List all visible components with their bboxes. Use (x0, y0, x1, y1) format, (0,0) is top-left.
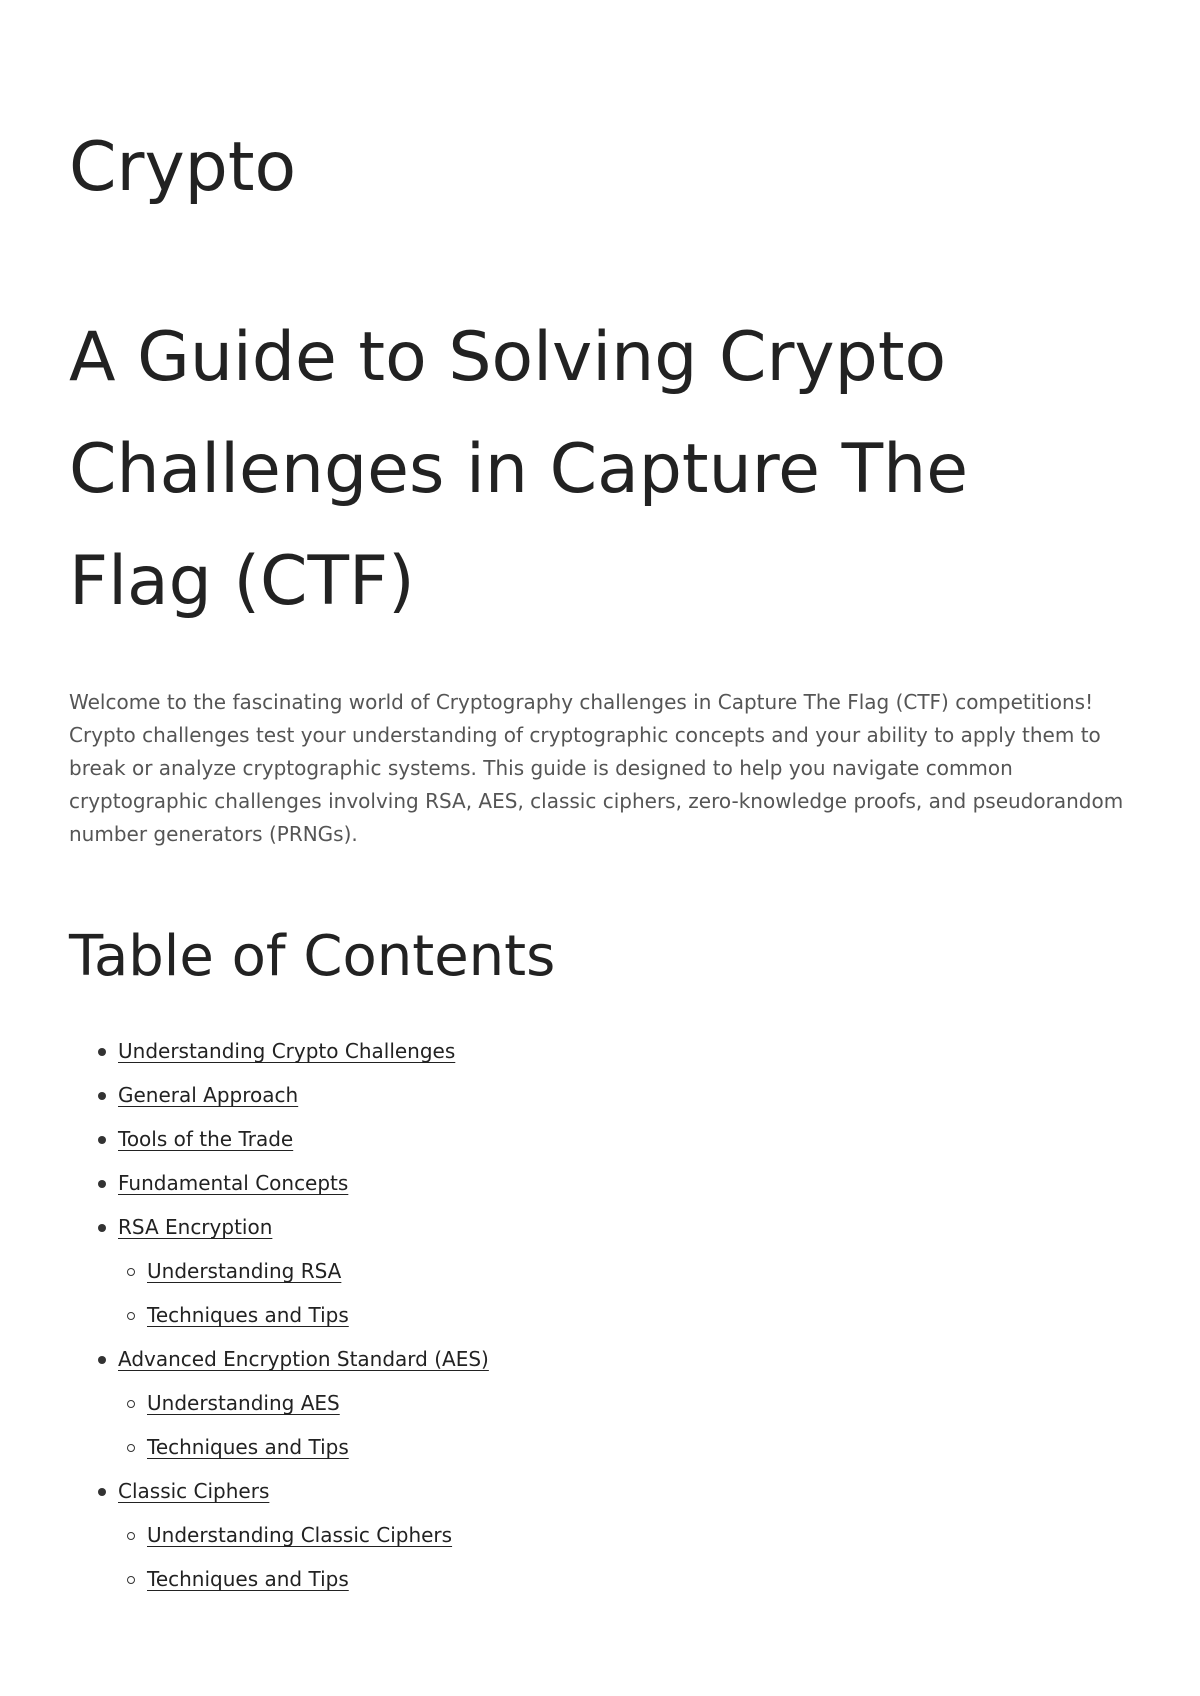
toc-link-classic-ciphers[interactable]: Classic Ciphers (118, 1479, 270, 1503)
toc-subitem (69, 1381, 1131, 1425)
toc-item (69, 1117, 1131, 1161)
toc-link-fundamental-concepts[interactable]: Fundamental Concepts (118, 1171, 349, 1195)
toc-link-understanding-classic-ciphers[interactable]: Understanding Classic Ciphers (147, 1523, 453, 1547)
toc-item (69, 1161, 1131, 1205)
toc-heading: Table of Contents (69, 924, 556, 989)
toc-subitem (69, 1557, 1131, 1601)
toc-link-rsa-techniques-and-tips[interactable]: Techniques and Tips (147, 1303, 349, 1327)
toc-link-rsa-encryption[interactable]: RSA Encryption (118, 1215, 273, 1239)
toc-link-understanding-rsa[interactable]: Understanding RSA (147, 1259, 342, 1283)
toc-link-aes-techniques-and-tips[interactable]: Techniques and Tips (147, 1435, 349, 1459)
toc-item (69, 1469, 1131, 1513)
toc-item (69, 1073, 1131, 1117)
toc-item (69, 1337, 1131, 1381)
table-of-contents (69, 1029, 1131, 1601)
toc-link-classic-techniques-and-tips[interactable]: Techniques and Tips (147, 1567, 349, 1591)
toc-item (69, 1205, 1131, 1249)
toc-subitem (69, 1513, 1131, 1557)
site-title: Crypto (69, 128, 297, 207)
toc-subitem (69, 1249, 1131, 1293)
toc-link-understanding-crypto-challenges[interactable]: Understanding Crypto Challenges (118, 1039, 456, 1063)
toc-subitem (69, 1293, 1131, 1337)
toc-link-understanding-aes[interactable]: Understanding AES (147, 1391, 340, 1415)
toc-link-tools-of-the-trade[interactable]: Tools of the Trade (118, 1127, 294, 1151)
page-title: A Guide to Solving Crypto Challenges in Capture The Flag (CTF) (69, 318, 969, 621)
toc-link-general-approach[interactable]: General Approach (118, 1083, 299, 1107)
toc-link-aes[interactable]: Advanced Encryption Standard (AES) (118, 1347, 489, 1371)
intro-paragraph: Welcome to the fascinating world of Cryptography challenges in Capture The Flag (CTF) competitions! Crypto challenges test your understanding of cryptographic concepts and your ability to apply them to break or analyze cryptographic systems. This guide is designed to help you navigate common cryptographic challenges involving RSA, AES, classic ciphers, zero-knowledge proofs, and pseudorandom number generators (PRNGs). (69, 690, 1124, 846)
toc-item (69, 1029, 1131, 1073)
toc-subitem (69, 1425, 1131, 1469)
